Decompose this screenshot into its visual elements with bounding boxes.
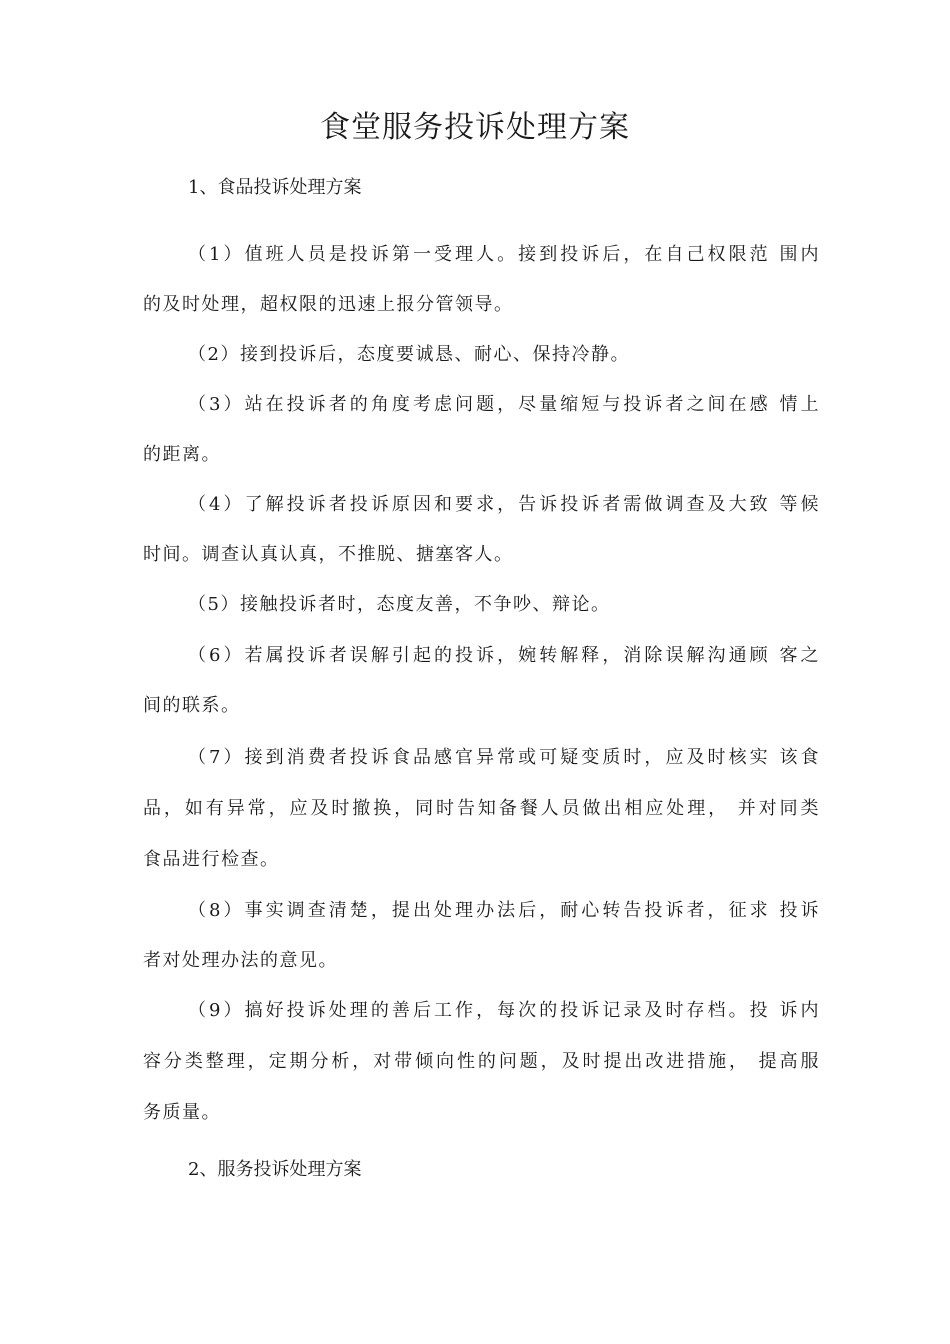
- paragraph-line: （9）搞好投诉处理的善后工作，每次的投诉记录及时存档。投 诉内: [188, 1000, 820, 1021]
- paragraph-line: 的及时处理，超权限的迅速上报分管领导。: [143, 294, 514, 315]
- paragraph-line: （3）站在投诉者的角度考虑问题，尽量缩短与投诉者之间在感 情上: [188, 394, 820, 415]
- paragraph-line: （8）事实调查清楚，提出处理办法后，耐心转告投诉者，征求 投诉: [188, 900, 820, 921]
- paragraph-line: （7）接到消费者投诉食品感官异常或可疑变质时，应及时核实 该食: [188, 747, 820, 768]
- paragraph-line: 间的联系。: [143, 695, 241, 716]
- paragraph-line: （1）值班人员是投诉第一受理人。接到投诉后，在自己权限范 围内: [188, 244, 820, 265]
- paragraph-line: 容分类整理，定期分析，对带倾向性的问题，及时提出改进措施， 提高服: [143, 1051, 820, 1072]
- section-heading-food: 1、食品投诉处理方案: [188, 177, 362, 198]
- paragraph-line: （5）接触投诉者时，态度友善，不争吵、辩论。: [188, 594, 611, 615]
- paragraph-line: 时间。调查认真认真，不推脱、搪塞客人。: [143, 544, 514, 565]
- paragraph-line: 务质量。: [143, 1102, 221, 1123]
- document-title: 食堂服务投诉处理方案: [320, 110, 630, 145]
- paragraph-line: 品，如有异常，应及时撤换，同时告知备餐人员做出相应处理， 并对同类: [143, 798, 820, 819]
- paragraph-line: 食品进行检查。: [143, 849, 280, 870]
- paragraph-line: 者对处理办法的意见。: [143, 950, 338, 971]
- section-heading-service: 2、服务投诉处理方案: [188, 1159, 362, 1180]
- paragraph-line: （2）接到投诉后，态度要诚恳、耐心、保持冷静。: [188, 344, 630, 365]
- paragraph-line: 的距离。: [143, 444, 221, 465]
- paragraph-line: （6）若属投诉者误解引起的投诉，婉转解释，消除误解沟通顾 客之: [188, 645, 820, 666]
- paragraph-line: （4）了解投诉者投诉原因和要求，告诉投诉者需做调查及大致 等候: [188, 494, 820, 515]
